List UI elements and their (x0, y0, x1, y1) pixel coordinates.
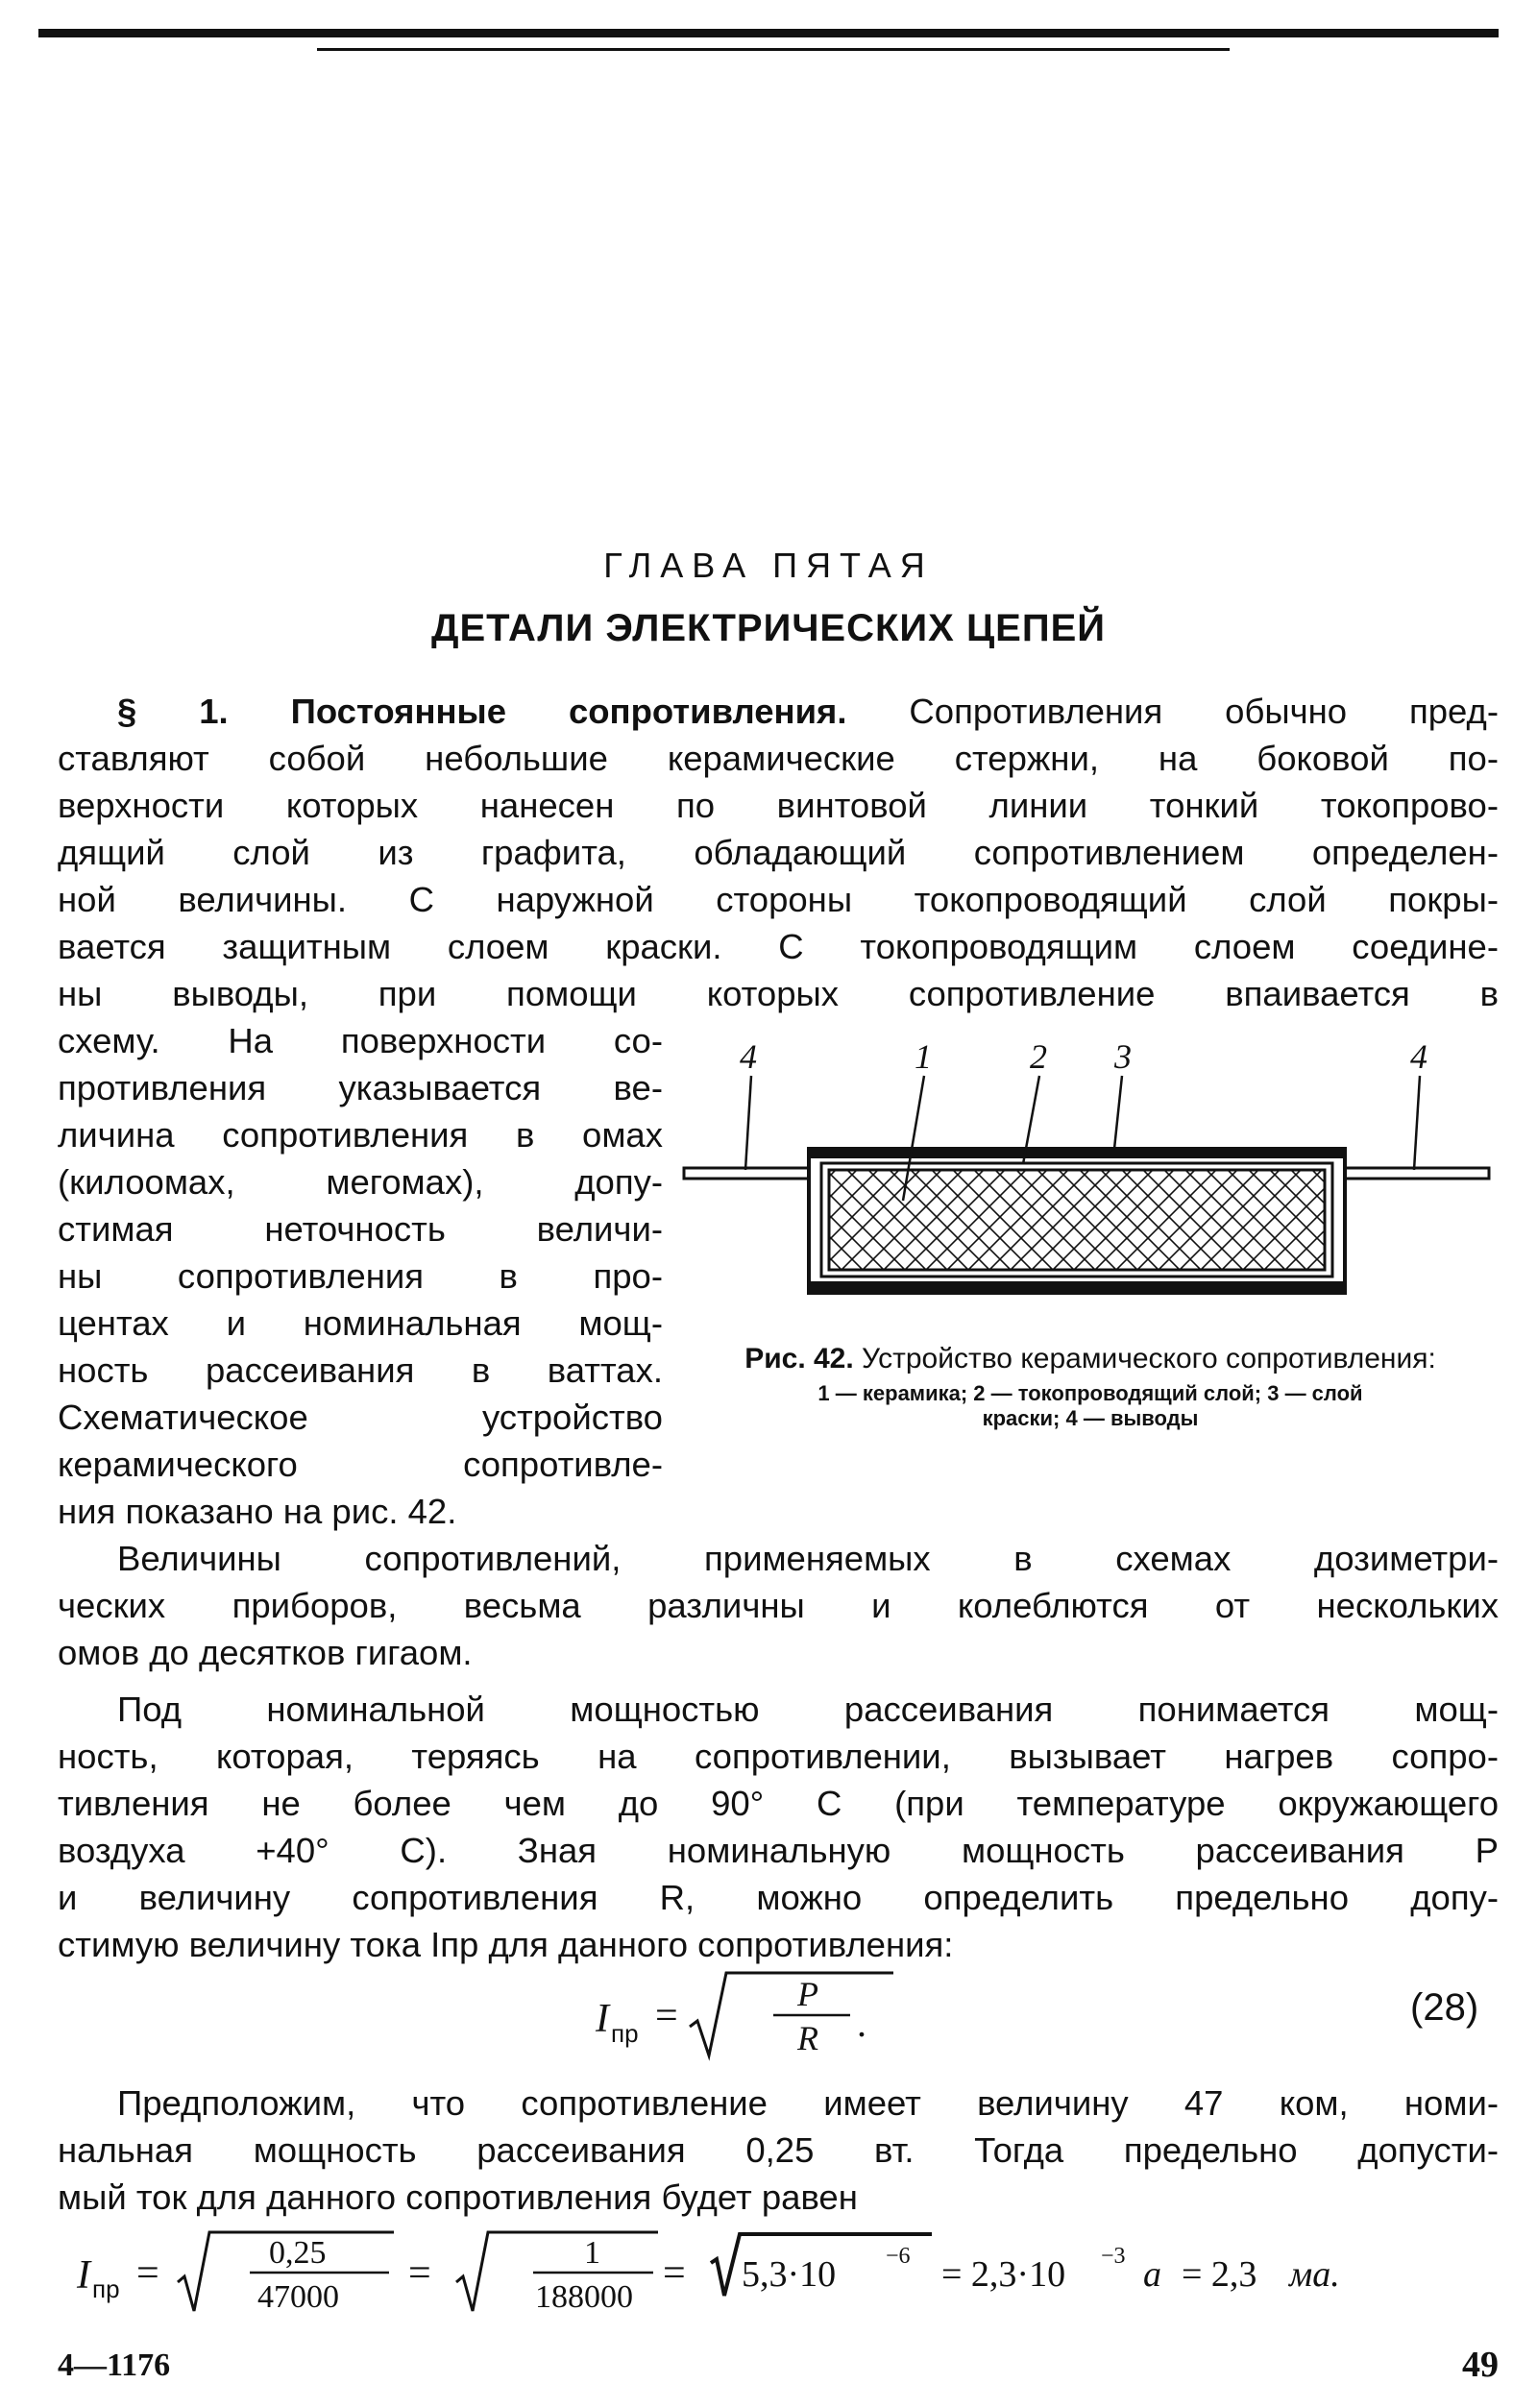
calc-num2: 1 (584, 2235, 600, 2271)
calc-sub: пр (92, 2274, 120, 2303)
text-line: ность, которая, теряясь на сопротивлении, вызывает нагрев сопро- (58, 1737, 1499, 1776)
equals-sign: = (663, 2251, 686, 2296)
text-line: стимая неточность величи- (58, 1209, 663, 1249)
formula-number: (28) (1410, 1986, 1479, 2029)
text-line: ность рассеивания в ваттах. (58, 1350, 663, 1390)
page-number: 49 (1462, 2345, 1499, 2385)
chapter-title: ДЕТАЛИ ЭЛЕКТРИЧЕСКИХ ЦЕПЕЙ (430, 607, 1107, 649)
figure-caption (672, 1343, 1508, 1431)
leader-line (1114, 1076, 1122, 1149)
text-line: керамического сопротивле- (58, 1445, 663, 1484)
text-line: нальная мощность рассеивания 0,25 вт. Тогда предельно допусти- (58, 2130, 1499, 2170)
text-line: (килоомах, мегомах), допу- (58, 1162, 663, 1202)
paint-bottom (809, 1281, 1345, 1293)
label-lead-right: 4 (1410, 1037, 1427, 1076)
text-line: ны выводы, при помощи которых сопротивление впаивается в (58, 974, 1499, 1013)
text-line: ставляют собой небольшие керамические стержни, на боковой по- (58, 739, 1499, 778)
calc-exp4: −3 (1101, 2244, 1126, 2269)
text-line: Величины сопротивлений, применяемых в схемах дозиметри- (117, 1539, 1499, 1578)
text-line: Схематическое устройство (58, 1398, 663, 1437)
ceramic-core (829, 1170, 1325, 1270)
period: . (857, 2002, 866, 2045)
formula-den: R (797, 2019, 818, 2057)
text-line: Предположим, что сопротивление имеет величину 47 ком, номи- (117, 2083, 1499, 2123)
calc-unit1: а (1143, 2254, 1161, 2295)
label-paint: 3 (1114, 1037, 1132, 1076)
calc-result: = 2,3·10 (941, 2254, 1066, 2295)
equals-sign: = (408, 2251, 431, 2296)
text-line: тивления не более чем до 90° С (при температуре окружающего (58, 1784, 1499, 1823)
text-line: ческих приборов, весьма различны и колеблются от нескольких (58, 1586, 1499, 1625)
formula-sub: пр (611, 2019, 639, 2048)
label-conductive: 2 (1030, 1037, 1047, 1076)
calc-lhs: I (77, 2253, 90, 2298)
resistor-diagram (672, 1037, 1508, 1345)
calc-den1: 47000 (257, 2279, 339, 2315)
text-line: противления указывается ве- (58, 1068, 663, 1107)
formula-calculation (58, 2219, 1499, 2324)
signature-mark: 4—1176 (58, 2347, 171, 2383)
text-line: ны сопротивления в про- (58, 1256, 663, 1296)
figure-legend-2: краски; 4 — выводы (982, 1406, 1199, 1430)
formula-lhs: I (596, 1997, 609, 2041)
text-line: § 1. Постоянные сопротивления. Сопротивления обычно пред- (117, 692, 1499, 731)
calc-exp3: −6 (886, 2244, 911, 2269)
leader-line (745, 1076, 751, 1170)
text-line: мый ток для данного сопротивления будет равен (58, 2177, 858, 2217)
calc-num1: 0,25 (269, 2235, 327, 2271)
label-lead-left: 4 (740, 1037, 757, 1076)
figure-legend-1: 1 — керамика; 2 — токопроводящий слой; 3 — слой (817, 1381, 1363, 1405)
text-line: Под номинальной мощностью рассеивания понимается мощ- (117, 1690, 1499, 1729)
text-line: верхности которых нанесен по винтовой линии тонкий токопрово- (58, 786, 1499, 825)
text-line: схему. На поверхности со- (58, 1021, 663, 1060)
text-line: дящий слой из графита, обладающий сопротивлением определен- (58, 833, 1499, 872)
calc-radicand: 5,3·10 (742, 2254, 837, 2295)
text-line: омов до десятков гигаом. (58, 1633, 473, 1672)
text-line: стимую величину тока Iпр для данного сопротивления: (58, 1925, 954, 1964)
formula-num: P (797, 1975, 818, 2013)
text-line: вается защитным слоем краски. С токопроводящим слоем соедине- (58, 927, 1499, 966)
label-ceramic: 1 (915, 1037, 932, 1076)
text-line: ной величины. С наружной стороны токопроводящий слой покры- (58, 880, 1499, 919)
top-rule (38, 29, 1499, 37)
equals-sign: = (655, 1994, 678, 2038)
figure-number: Рис. 42. (744, 1343, 854, 1374)
calc-result2: = 2,3 (1182, 2254, 1257, 2295)
calc-unit2: ма. (1289, 2254, 1340, 2295)
leader-line (1414, 1076, 1420, 1170)
equals-sign: = (136, 2251, 159, 2296)
formula-28 (576, 1959, 961, 2065)
figure-title: Устройство керамического сопротивления: (862, 1343, 1436, 1374)
section-label: § 1. Постоянные сопротивления. (117, 692, 847, 731)
text-line: ния показано на рис. 42. (58, 1492, 457, 1531)
text-line: и величину сопротивления R, можно определить предельно допу- (58, 1878, 1499, 1917)
text-line: центах и номинальная мощ- (58, 1303, 663, 1343)
text-line: личина сопротивления в омах (58, 1115, 663, 1155)
chapter-heading: ГЛАВА ПЯТАЯ (603, 546, 934, 585)
top-rule-thin (317, 48, 1230, 51)
lead-right (1345, 1168, 1489, 1179)
calc-den2: 188000 (535, 2279, 633, 2315)
text-line: воздуха +40° С). Зная номинальную мощность рассеивания P (58, 1831, 1499, 1870)
paint-top (809, 1147, 1345, 1158)
